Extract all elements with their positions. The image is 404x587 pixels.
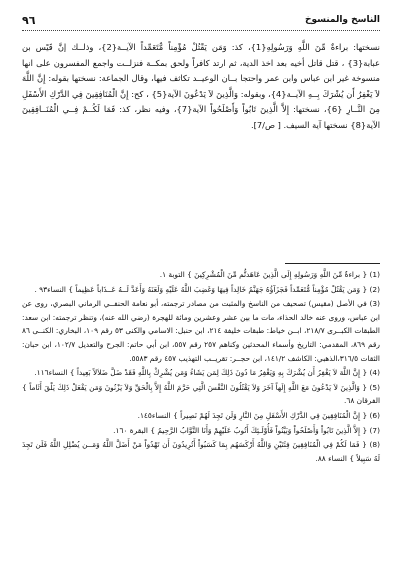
- footnote-4: (4) { إِنَّ اللَّهَ لاَ يَغْفِرُ أَن يُشْرَكَ بِهِ وَيَغْفِرُ مَا دُونَ ذَلِكَ لِمَن يَشَاءُ وَمَن يُشْرِكْ بِاللَّهِ فَقَدْ ضَلَّ ضَلاَلاً بَعِيداً } النساء١١٦.: [34, 368, 380, 378]
- footnote-6: (6) { إِنَّ الْمُنَافِقِينَ فِي الدَّرْكِ الأَسْفَلِ مِنَ النَّارِ وَلَن تَجِدَ لَهُمْ نَصِيراً } النساء١٤٥.: [137, 410, 380, 420]
- main-paragraph: نسختها: براءةٌ مِّنَ اللَّهِ وَرَسُولِهِ{1}، كذ: وَمَن يَقْتُلْ مُؤْمِناً مُّتَعَمِّداً الآيــة{2}، وذلــك إنَّ قَيْس بن عبابة{3} ، قتل قاتل أخيه بعد اخذ الدية، ثم ارتد كافراً ولحق بمكــة فنزلــت واجمع المفسرون على انها منسوخة غير ابن عباس وابن عمر واحتجا بــان الوعيــد تكاثف فيها، وقال الجماعة: نسختها بقوله: إِنَّ اللَّهَ لاَ يَغْفِرُ أَن يُشْرَكَ بِــهِ الآيــة{4}، وبقوله: وَالَّذِينَ لاَ يَدْعُونَ الآية{5} ، كح: إِنَّ الْمُنَافِقِينَ فِي الدَّرْكِ الأَسْفَلِ مِنَ النَّــارِ {6}، نسختها: إِلاَّ الَّذِينَ تَابُواْ وَأَصْلَحُواْ الآية{7}، وفيه نظر، كذ: فَمَا لَكُــمْ فِــي الْمُنَــافِقِينَ الآية{8} نسختها آية السيف. [ ص/7].: [22, 42, 380, 130]
- footnote-7: (7) { إِلاَّ الَّذِينَ تَابُواْ وَأَصْلَحُواْ وَبَيَّنُواْ فَأُوْلَـئِكَ أَتُوبُ عَلَيْهِمْ وَأَنَا التَّوَّابُ الرَّحِيمُ } البقرة ١٦٠.: [113, 425, 380, 435]
- footnote-5: (5) { وَالَّذِينَ لاَ يَدْعُونَ مَعَ اللَّهِ إِلَهاً آخَرَ وَلاَ يَقْتُلُونَ النَّفْسَ الَّتِي حَرَّمَ اللَّهُ إِلاَّ بِالْحَقِّ وَلاَ يَزْنُونَ وَمَن يَفْعَلْ ذَلِكَ يَلْقَ أَثَاماً } الفرقان ٦٨.: [22, 382, 380, 406]
- page-number: ٩٦: [22, 14, 36, 27]
- footnote-3: (3) في الأصل (مقيس) تصحيف من الناسخ والمثبت من مصادر ترجمته، أبو نعامة الحنفــي الرماني البصري، روى عن ابن عباس، وروى عنه خالد الحذاء، مات ما بين عشر وعشرين ومائة للهجرة (رضي الله عنه)، وتنظر ترجمته: ابن سعد: الطبقات الكبــرى ٢١٨/٧، ابــن خياط: طبقات خليفة ٢١٤، ابن حنبل: الاسامي والكنى ٥٣ رقم ١٠٩، البخاري: الكنــى ٨٦ رقم ٨٦٩، المقدمي: التاريخ وأسماء المحدثين وكناهم ٢٥٧ رقم ٥٥٧، ابن أبي حاتم: الجرح والتعديل ١٠٢/٧، ابن حبان: الثقات ٣١٦/٥،الذهبي: الكاشف ١٤١/٢، ابن حجــر: تقريــب التهذيب ٤٥٧ رقم ٥٥٨٣.: [22, 299, 380, 363]
- footnote-1: (1) { براءةٌ مِّنَ اللَّهِ وَرَسُولِهِ إِلَى الَّذِينَ عَاهَدتُّم مِّنَ الْمُشْرِكِينَ } التوبة ١.: [159, 270, 380, 279]
- main-text: [22, 40, 380, 134]
- footnote-separator: [285, 263, 380, 264]
- page-header: [22, 14, 380, 31]
- footnote-2: (2) { وَمَن يَقْتُلْ مُؤْمِناً مُّتَعَمِّداً فَجَزَآؤُهُ جَهَنَّمُ خَالِداً فِيهَا وَغَضِبَ اللَّهُ عَلَيْهِ وَلَعَنَهُ وَأَعَدَّ لَــهُ عَــذَاباً عَظِيماً } النساء٩٣ .: [34, 284, 380, 294]
- footnote-8: (8) { فَمَا لَكُمْ فِي الْمُنَافِقِينَ فِئَتَيْنِ وَاللَّهُ أَرْكَسَهُم بِمَا كَسَبُواْ أَتُرِيدُونَ أَن تَهْدُواْ مَنْ أَضَلَّ اللَّهُ وَمَــن يُضْلِلِ اللَّهُ فَلَن تَجِدَ لَهُ سَبِيلاً } النساء ٨٨.: [22, 440, 380, 463]
- footnotes: [22, 268, 380, 466]
- running-title: الناسخ والمنسوخ: [304, 15, 380, 25]
